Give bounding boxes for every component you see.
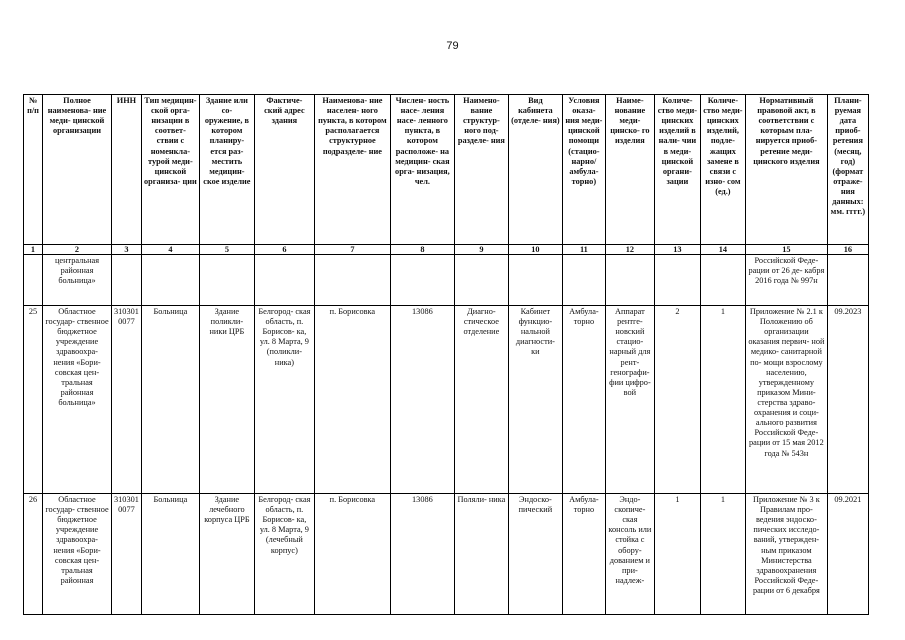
- care-conditions: Амбула- торно: [562, 306, 605, 494]
- column-number: 5: [199, 245, 254, 255]
- purchase-date: [827, 255, 868, 306]
- care-conditions: Амбула- торно: [562, 494, 605, 615]
- header-cell: Количе- ство меди- цинских изделий, подле- жащих замене в связи с изно- сом (ед.): [700, 95, 745, 245]
- header-cell: Полное наименова- ние меди- цинской организации: [43, 95, 112, 245]
- column-number: 8: [390, 245, 454, 255]
- unit: [454, 255, 508, 306]
- quantity-available: 1: [654, 494, 700, 615]
- header-cell: Здание или со- оружение, в котором планиру- ется раз- местить медицин- ское изделие: [199, 95, 254, 245]
- column-number: 6: [254, 245, 314, 255]
- address: Белгород- ская область, п. Борисов- ка, ул. 8 Марта, 9 (лечебный корпус): [254, 494, 314, 615]
- column-number: 3: [112, 245, 142, 255]
- legal-act: Приложение № 2.1 к Положению об организации оказания первич- ной медико- санитарной по- мощи взрослому населению, утвержденному приказом Мини- стерства здраво- охранения и соци- ального развития Российской Феде- рации от 15 мая 2012 года № 543н: [745, 306, 827, 494]
- device-name: [605, 255, 654, 306]
- organization-name: центральная районная больница»: [43, 255, 112, 306]
- header-cell: Количе- ство меди- цинских изделий в нали- чии в меди- цинской органи- зации: [654, 95, 700, 245]
- address: [254, 255, 314, 306]
- table-row: [24, 255, 869, 306]
- header-cell: Тип медицин- ской орга- низации в соответ- ствии с номенкла- турой меди- цинской организа- ции: [141, 95, 199, 245]
- quantity-replace: 1: [700, 306, 745, 494]
- cabinet: Кабинет функцио- нальной диагности- ки: [508, 306, 562, 494]
- column-number: 10: [508, 245, 562, 255]
- header-cell: Наиме- нование меди- цинско- го изделия: [605, 95, 654, 245]
- column-number: 1: [24, 245, 43, 255]
- unit: Диагно- стическое отделение: [454, 306, 508, 494]
- quantity-available: [654, 255, 700, 306]
- population: 13086: [390, 306, 454, 494]
- legal-act: Российской Феде- рации от 26 де- кабря 2016 года № 997н: [745, 255, 827, 306]
- inn: 310301 0077: [112, 494, 142, 615]
- column-number: 7: [314, 245, 390, 255]
- row-number: 25: [24, 306, 43, 494]
- inn: 310301 0077: [112, 306, 142, 494]
- organization-type: Больница: [141, 306, 199, 494]
- organization-type: Больница: [141, 494, 199, 615]
- address: Белгород- ская область, п. Борисов- ка, ул. 8 Марта, 9 (поликли- ника): [254, 306, 314, 494]
- header-cell: Наимено- вание структур- ного под- разделе- ния: [454, 95, 508, 245]
- header-cell: № п/п: [24, 95, 43, 245]
- header-cell: Нормативный правовой акт, в соответствии с которым пла- нируется приоб- ретение меди- цинского изделия: [745, 95, 827, 245]
- organization-type: [141, 255, 199, 306]
- medical-equipment-table: [23, 94, 869, 615]
- header-cell: Вид кабинета (отделе- ния): [508, 95, 562, 245]
- row-number: 26: [24, 494, 43, 615]
- header-cell: Фактиче- ский адрес здания: [254, 95, 314, 245]
- quantity-replace: [700, 255, 745, 306]
- organization-name: Областное государ- ственное бюджетное учреждение здравоохра- нения «Бори- совская цен- тральная районная: [43, 494, 112, 615]
- quantity-available: 2: [654, 306, 700, 494]
- quantity-replace: 1: [700, 494, 745, 615]
- column-number: 16: [827, 245, 868, 255]
- column-number: 12: [605, 245, 654, 255]
- organization-name: Областное государ- ственное бюджетное учреждение здравоохра- нения «Бори- совская цен- тральная районная больница»: [43, 306, 112, 494]
- population: [390, 255, 454, 306]
- table-row: [24, 494, 869, 615]
- inn: [112, 255, 142, 306]
- header-cell: Условия оказа- ния меди- цинской помощи (стацио- нарно/ амбула- торно): [562, 95, 605, 245]
- settlement: п. Борисовка: [314, 306, 390, 494]
- column-number: 11: [562, 245, 605, 255]
- table-row: [24, 306, 869, 494]
- header-cell: Числен- ность насе- ления насе- ленного пункта, в котором расположе- на медицин- ская орга- низация, чел.: [390, 95, 454, 245]
- column-number: 2: [43, 245, 112, 255]
- purchase-date: 09.2021: [827, 494, 868, 615]
- header-cell: ИНН: [112, 95, 142, 245]
- column-number: 9: [454, 245, 508, 255]
- column-number: 14: [700, 245, 745, 255]
- unit: Поляли- ника: [454, 494, 508, 615]
- header-row: [24, 95, 869, 245]
- header-cell: Наименова- ние населен- ного пункта, в котором располагается структурное подразделе- ние: [314, 95, 390, 245]
- purchase-date: 09.2023: [827, 306, 868, 494]
- building: [199, 255, 254, 306]
- header-cell: Плани- руемая дата приоб- ретения (месяц, год) (формат отраже- ния данных: мм. гггг.): [827, 95, 868, 245]
- legal-act: Приложение № 3 к Правилам про- ведения эндоско- пических исследо- ваний, утвержден- ным приказом Министерства здравоохранения Российской Феде- рации от 6 декабря: [745, 494, 827, 615]
- building: Здание лечебного корпуса ЦРБ: [199, 494, 254, 615]
- cabinet: Эндоско- пический: [508, 494, 562, 615]
- population: 13086: [390, 494, 454, 615]
- device-name: Эндо- скопиче- ская консоль или стойка с обору- дованием и при- надлеж-: [605, 494, 654, 615]
- row-number: [24, 255, 43, 306]
- cabinet: [508, 255, 562, 306]
- column-number: 15: [745, 245, 827, 255]
- column-number-row: [24, 245, 869, 255]
- care-conditions: [562, 255, 605, 306]
- column-number: 13: [654, 245, 700, 255]
- page-number: 79: [446, 40, 459, 52]
- device-name: Аппарат рентге- новский стацио- нарный для рент- генографи- фии цифро- вой: [605, 306, 654, 494]
- settlement: [314, 255, 390, 306]
- settlement: п. Борисовка: [314, 494, 390, 615]
- column-number: 4: [141, 245, 199, 255]
- building: Здание поликли- ники ЦРБ: [199, 306, 254, 494]
